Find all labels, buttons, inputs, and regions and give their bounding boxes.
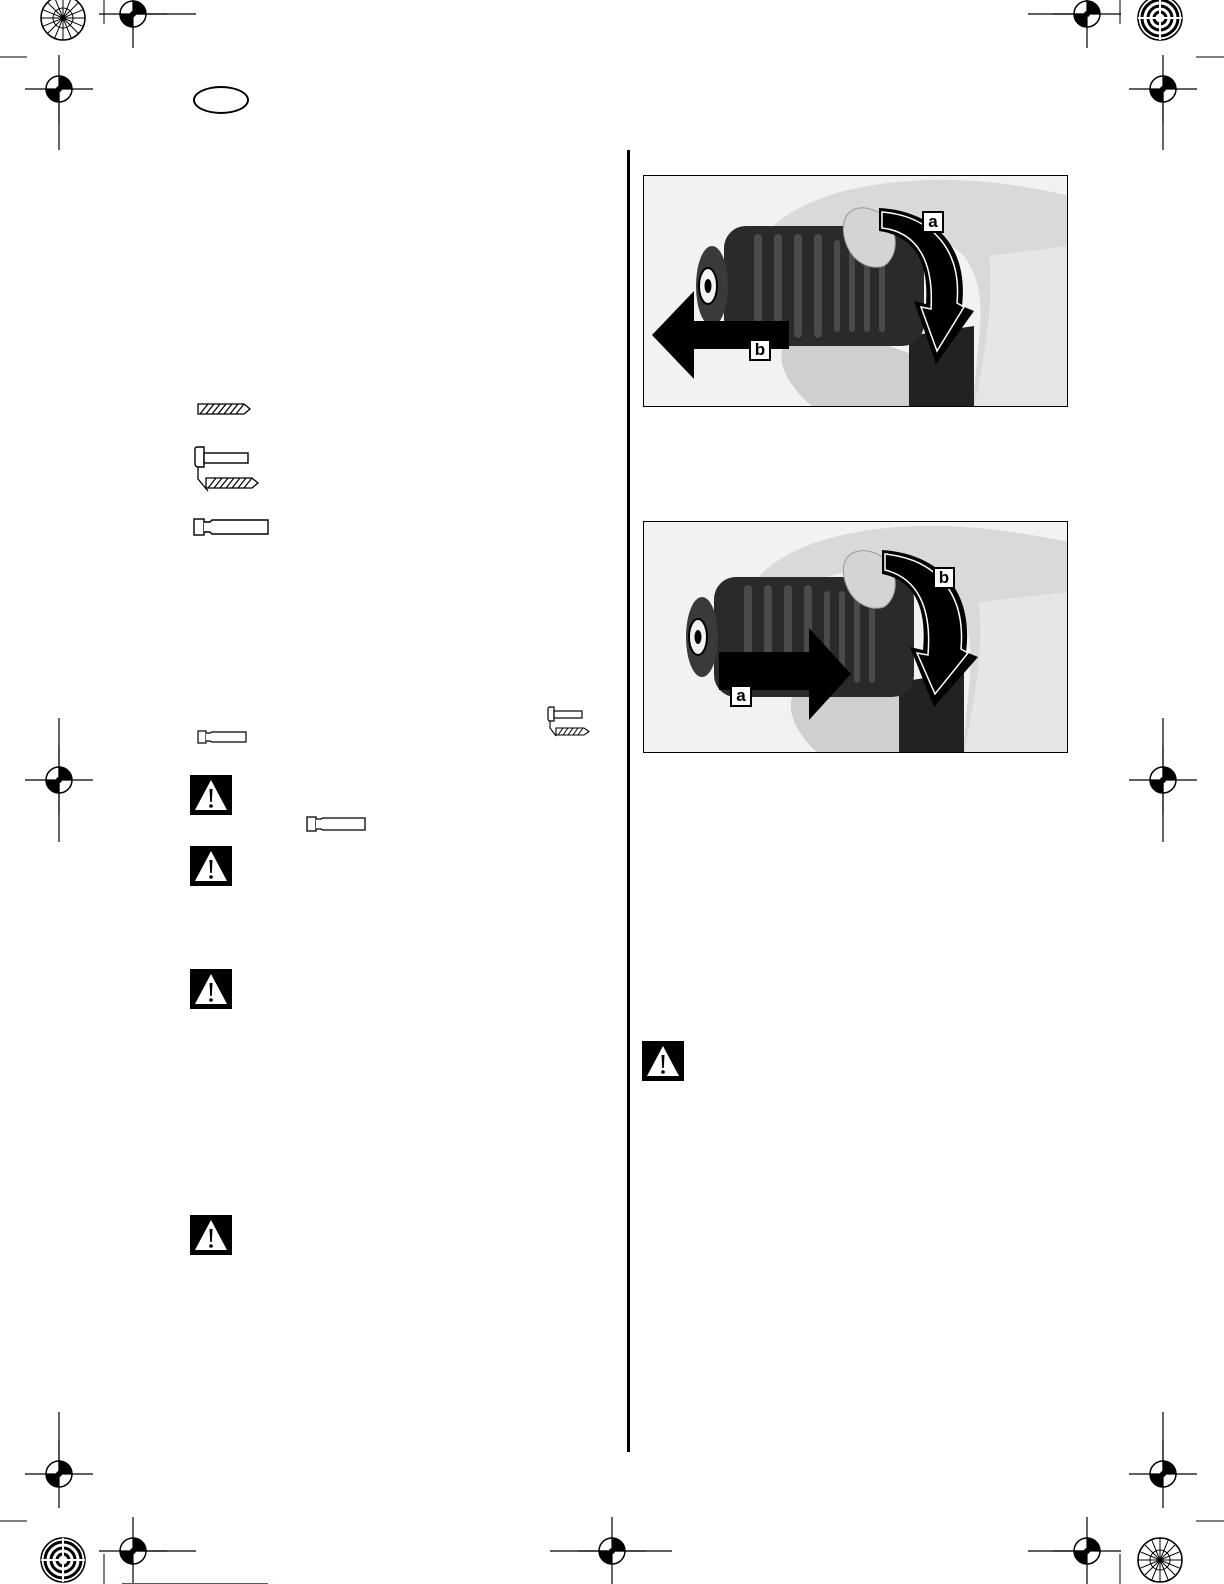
figure-chuck-insertion	[643, 521, 1068, 753]
chuck-insertion-illustration	[644, 522, 1068, 753]
corner-star-bottom-right	[1138, 1538, 1182, 1582]
warning-triangle-icon	[190, 1215, 232, 1255]
corner-star-top-right	[1138, 0, 1182, 40]
chisel-icon-small	[196, 729, 248, 745]
callout-a: a	[730, 685, 752, 707]
chuck-removal-illustration	[644, 176, 1068, 407]
callout-a: a	[922, 211, 944, 233]
corner-star-top-left	[41, 0, 85, 40]
callout-b: b	[933, 567, 955, 589]
chisel-icon	[192, 517, 270, 537]
hammer-drill-icon	[192, 445, 262, 493]
drill-bit-icon	[196, 401, 252, 417]
hammer-drill-icon-small	[546, 706, 592, 738]
language-badge	[193, 86, 249, 114]
corner-star-bottom-left	[41, 1538, 85, 1582]
warning-triangle-icon	[190, 969, 232, 1009]
warning-triangle-icon	[190, 775, 232, 815]
column-divider	[627, 150, 630, 1452]
chisel-icon-inline	[305, 815, 367, 833]
warning-triangle-icon	[190, 846, 232, 886]
callout-b: b	[749, 339, 771, 361]
figure-chuck-removal	[643, 175, 1068, 407]
warning-triangle-icon	[642, 1041, 684, 1081]
